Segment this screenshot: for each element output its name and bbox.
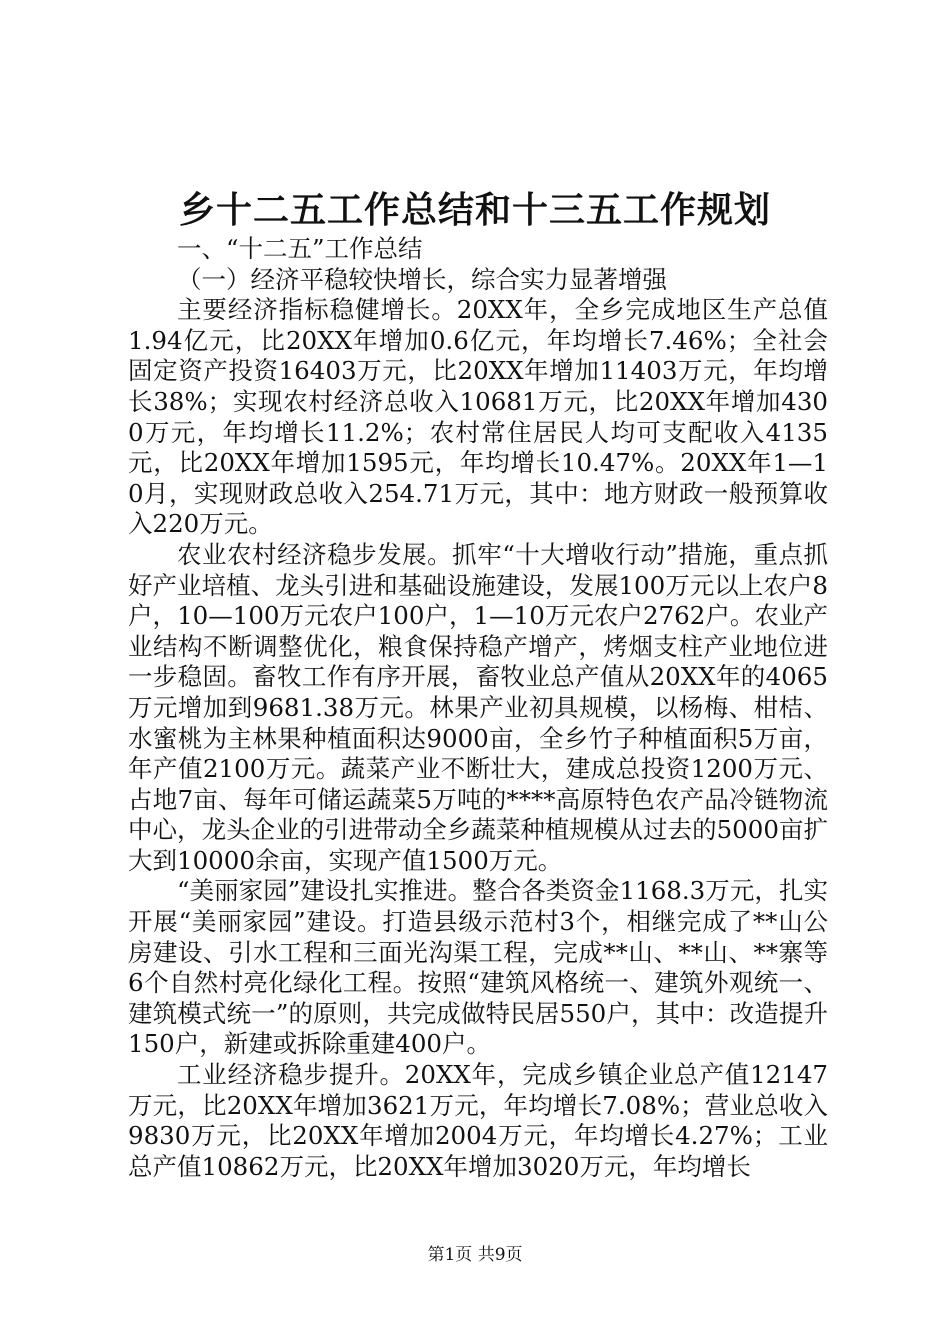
- document-title: 乡十二五工作总结和十三五工作规划: [178, 189, 771, 231]
- paragraph-beautiful-home: “美丽家园”建设扎实推进。整合各类资金1168.3万元，扎实开展“美丽家园”建设。打造县级示范村3个，相继完成了**山公房建设、引水工程和三面光沟渠工程，完成**山、**山、**寨等6个自然村亮化绿化工程。按照“建筑风格统一、建筑外观统一、建筑模式统一”的原则，共完成做特民居550户，其中：改造提升150户，新建或拆除重建400户。: [128, 876, 828, 1059]
- paragraph-agriculture: 农业农村经济稳步发展。抓牢“十大增收行动”措施，重点抓好产业培植、龙头引进和基础设施建设，发展100万元以上农户8户，10—100万元农户100户，1—10万元农户2762户。农业产业结构不断调整优化，粮食保持稳产增产，烤烟支柱产业地位进一步稳固。畜牧工作有序开展，畜牧业总产值从20XX年的4065万元增加到9681.38万元。林果产业初具规模，以杨梅、柑桔、水蜜桃为主林果种植面积达9000亩，全乡竹子种植面积5万亩，年产值2100万元。蔬菜产业不断壮大，建成总投资1200万元、占地7亩、每年可储运蔬菜5万吨的****高原特色农产品冷链物流中心，龙头企业的引进带动全乡蔬菜种植规模从过去的5000亩扩大到10000余亩，实现产值1500万元。: [128, 539, 828, 875]
- subsection-heading: （一）经济平稳较快增长，综合实力显著增强: [177, 264, 667, 294]
- paragraph-industry: 工业经济稳步提升。20XX年，完成乡镇企业总产值12147万元，比20XX年增加3621万元，年均增长7.08%；营业总收入9830万元，比20XX年增加2004万元，年均增长4.27%；工业总产值10862万元，比20XX年增加3020万元，年均增长: [128, 1060, 828, 1181]
- page-number-footer: 第1页 共9页: [427, 1245, 523, 1265]
- document-body: [128, 234, 828, 1182]
- paragraph-economic-indicators: 主要经济指标稳健增长。20XX年，全乡完成地区生产总值1.94亿元，比20XX年增加0.6亿元，年均增长7.46%；全社会固定资产投资16403万元，比20XX年增加11403万元，年均增长38%；实现农村经济总收入10681万元，比20XX年增加4300万元，年均增长11.2%；农村常住居民人均可支配收入4135元，比20XX年增加1595元，年均增长10.47%。20XX年1—10月，实现财政总收入254.71万元，其中：地方财政一般预算收入220万元。: [128, 295, 828, 539]
- section-heading: 一、“十二五”工作总结: [177, 234, 423, 263]
